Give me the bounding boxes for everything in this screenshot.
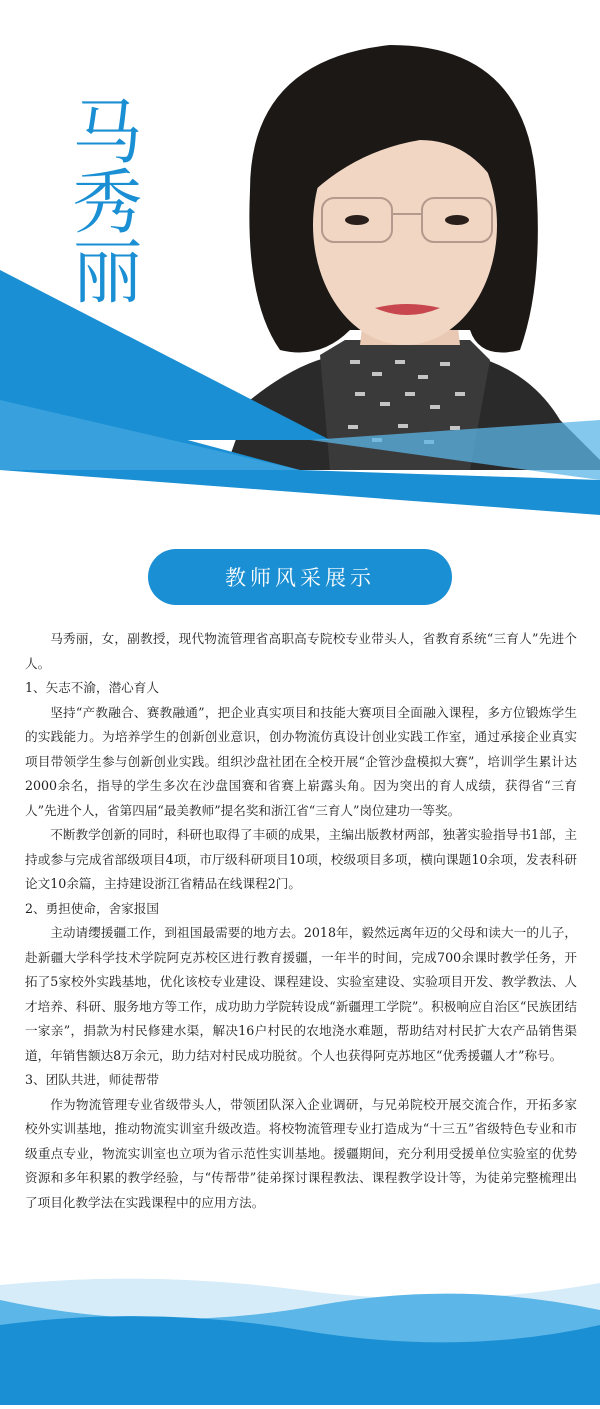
footer-waves [0, 1265, 600, 1405]
wave-graphic [0, 1265, 600, 1405]
section-3-paragraph: 作为物流管理专业省级带头人，带领团队深入企业调研，与兄弟院校开展交流合作，开拓多家校外实训基地，推动物流实训室升级改造。将校物流管理专业打造成为“十三五”省级特色专业和市级重点专业，物流实训室也立项为省示范性实训基地。援疆期间，充分利用受援单位实验室的优势资源和多年积累的教学经验，与“传帮带”徒弟探讨课程教法、课程教学设计等，为徒弟完整梳理出了项目化教学法在实践课程中的应用方法。 [25, 1096, 577, 1210]
banner-label: 教师风采展示 [225, 566, 375, 590]
section-banner [148, 549, 452, 605]
section-heading-1: 1、矢志不渝，潜心育人 [25, 680, 159, 695]
section-2-paragraph: 主动请缨援疆工作，到祖国最需要的地方去。2018年，毅然远离年迈的父母和读大一的儿子，赴新疆大学科学技术学院阿克苏校区进行教育援疆，一年半的时间，完成700余课时教学任务，开拓了5家校外实践基地，优化该校专业建设、课程建设、实验室建设、实验项目开发、教学教法、人才培养、科研、服务地方等工作，成功助力学院转设成“新疆理工学院”。积极响应自治区“民族团结一家亲”，捐款为村民修建水渠，解决16户村民的农地浇水难题，帮助结对村民扩大农产品销售渠道，年销售额达8万余元，助力结对村民成功脱贫。个人也获得阿克苏地区“优秀援疆人才”称号。 [25, 925, 577, 1063]
section-heading-2: 2、勇担使命，舍家报国 [25, 900, 159, 916]
section-heading-3: 3、团队共进，师徒帮带 [25, 1072, 159, 1087]
portrait-photo [200, 0, 600, 470]
bio-intro: 马秀丽，女，副教授，现代物流管理省高职高专院校专业带头人，省教育系统“三育人”先进个人。 [25, 631, 577, 671]
teacher-name: 马秀丽 [61, 95, 143, 305]
section-1-paragraph-2: 不断教学创新的同时，科研也取得了丰硕的成果，主编出版教材两部，独著实验指导书1部，主持或参与完成省部级项目4项，市厅级科研项目10项，校级项目多项，横向课题10余项，发表科研论文10余篇，主持建设浙江省精品在线课程2门。 [25, 827, 577, 891]
section-1-paragraph-1: 坚持“产教融合、赛教融通”，把企业真实项目和技能大赛项目全面融入课程，多方位锻炼学生的实践能力。为培养学生的创新创业意识，创办物流仿真设计创业实践工作室，通过承接企业真实项目带领学生参与创新创业实践。组织沙盘社团在全校开展“企管沙盘模拟大赛”，培训学生累计达2000余名，指导的学生多次在沙盘国赛和省赛上崭露头角。因为突出的育人成绩，获得省“三育人”先进个人，省第四届“最美教师”提名奖和浙江省“三育人”岗位建功一等奖。 [25, 704, 577, 818]
hero-section [0, 0, 600, 540]
bio-content [25, 627, 577, 1215]
